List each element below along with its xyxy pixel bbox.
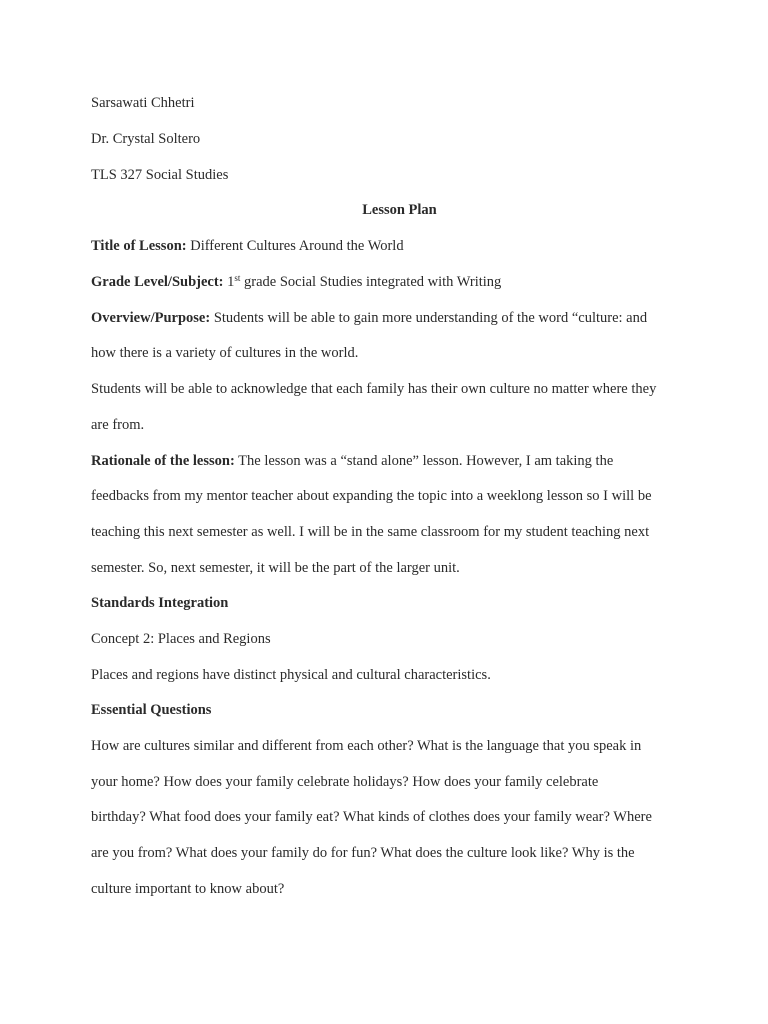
essential-questions-heading: Essential Questions (91, 702, 212, 719)
overview-line-3: Students will be able to acknowledge that each family has their own culture no matter where they (91, 381, 657, 398)
grade-level-subject: grade Social Studies integrated with Writing (240, 273, 502, 290)
instructor-name: Dr. Crystal Soltero (91, 130, 201, 147)
rationale-line-2: feedbacks from my mentor teacher about expanding the topic into a weeklong lesson so I will be (91, 488, 652, 505)
standards-concept: Concept 2: Places and Regions (91, 630, 271, 647)
essential-questions-line-3: birthday? What food does your family eat? What kinds of clothes does your family wear? Where (91, 809, 652, 826)
grade-level-ordinal: st (234, 272, 241, 283)
rationale-text-1: The lesson was a “stand alone” lesson. However, I am taking the (234, 452, 614, 469)
standards-heading: Standards Integration (91, 595, 229, 612)
essential-questions-line-2: your home? How does your family celebrate holidays? How does your family celebrate (91, 773, 599, 790)
overview-line-2: how there is a variety of cultures in the world. (91, 345, 359, 362)
overview-text-1: Students will be able to gain more understanding of the word “culture: and (210, 309, 648, 326)
essential-questions-line-5: culture important to know about? (91, 880, 285, 897)
rationale-line-3: teaching this next semester as well. I will be in the same classroom for my student teaching next (91, 523, 650, 540)
lesson-title-value: Different Cultures Around the World (186, 238, 404, 255)
rationale-line-4: semester. So, next semester, it will be the part of the larger unit. (91, 559, 460, 576)
overview-line-1 (91, 308, 708, 344)
rationale-line-1 (91, 451, 708, 487)
overview-line-4: are from. (91, 416, 145, 433)
grade-level-line (91, 272, 708, 308)
student-name: Sarsawati Chhetri (91, 95, 195, 111)
standards-description: Places and regions have distinct physical and cultural characteristics. (91, 666, 491, 683)
document-title: Lesson Plan (362, 202, 437, 219)
lesson-title-line (91, 236, 708, 272)
grade-level-number: 1 (223, 273, 235, 290)
rationale-label: Rationale of the lesson: (91, 452, 235, 469)
course-name: TLS 327 Social Studies (91, 166, 229, 183)
grade-level-label: Grade Level/Subject: (91, 273, 224, 290)
lesson-title-label: Title of Lesson: (91, 238, 187, 255)
overview-label: Overview/Purpose: (91, 309, 211, 326)
essential-questions-line-1: How are cultures similar and different from each other? What is the language that you speak in (91, 738, 642, 755)
essential-questions-line-4: are you from? What does your family do for fun? What does the culture look like? Why is the (91, 845, 635, 862)
